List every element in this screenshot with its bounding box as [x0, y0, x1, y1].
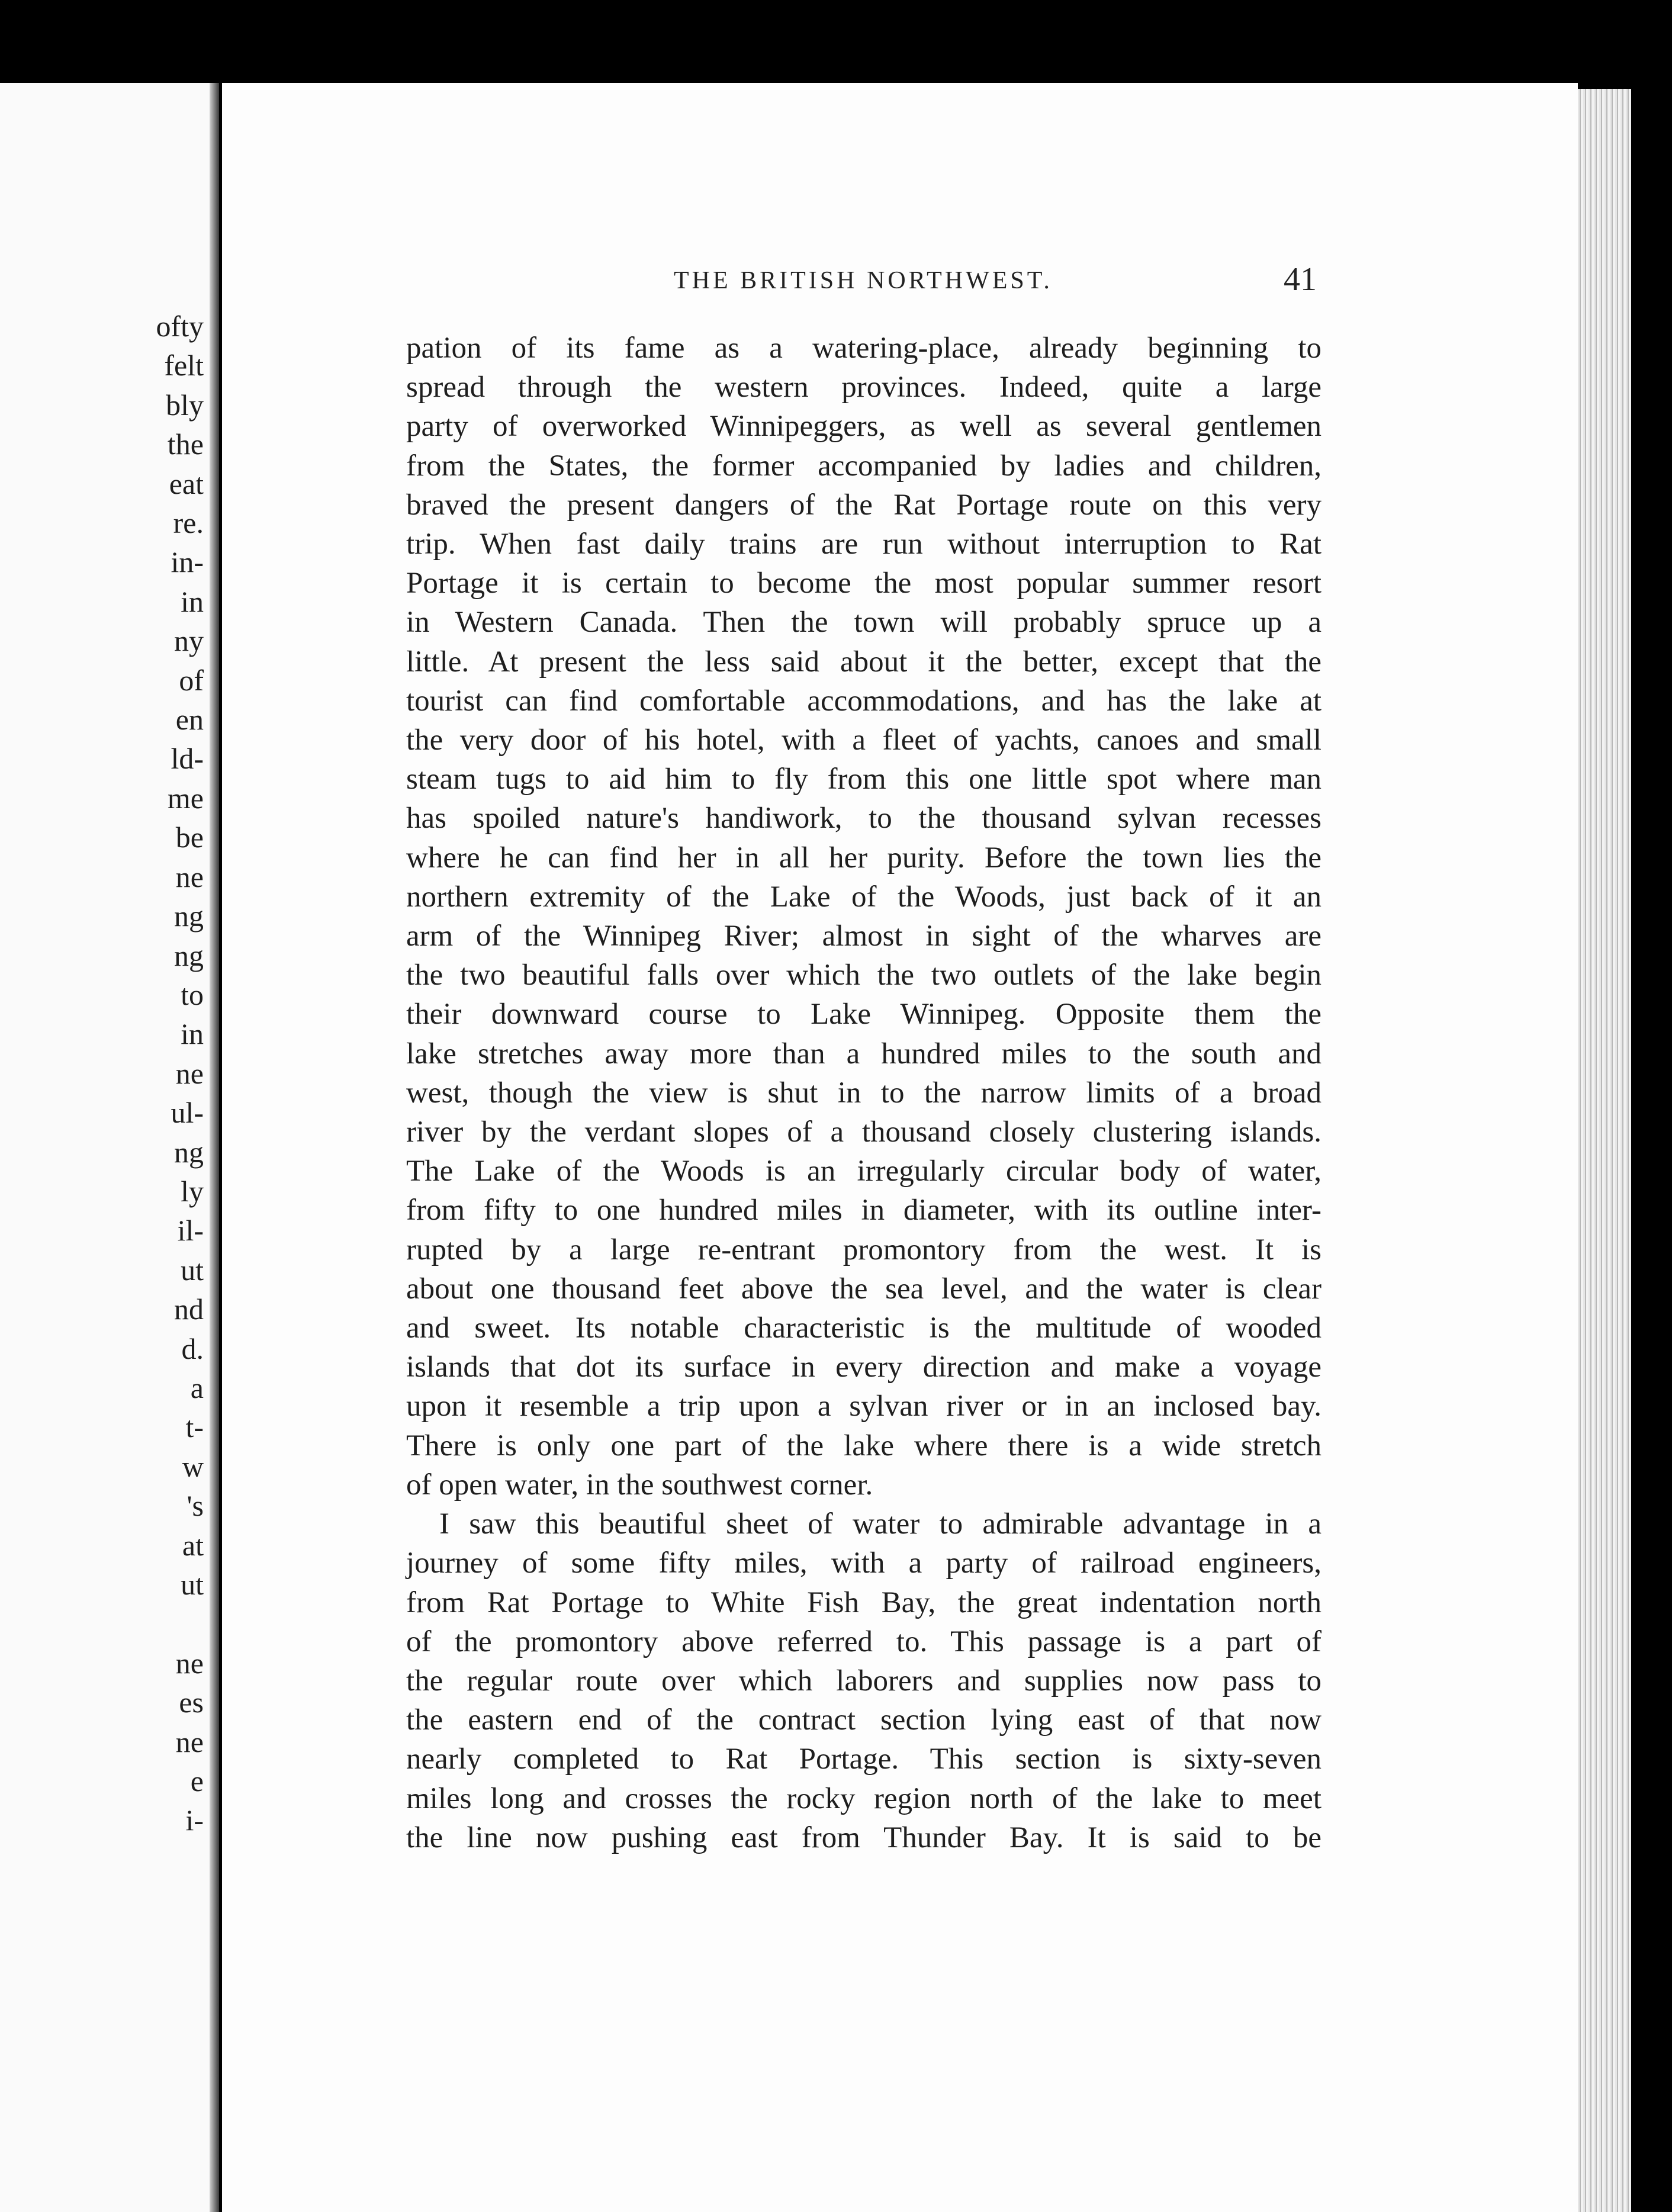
facing-page-fragment: the: [167, 427, 204, 461]
running-head: THE BRITISH NORTHWEST.: [674, 267, 1053, 294]
facing-page-fragment: ut: [181, 1253, 204, 1287]
body-text: [406, 329, 1321, 1857]
facing-page-fragment: t-: [185, 1410, 204, 1444]
facing-page-text-fragments: [156, 307, 204, 1840]
text-line: west, though the view is shut in to the narrow limits of a broad: [406, 1076, 1321, 1110]
text-line: braved the present dangers of the Rat Portage route on this very: [406, 488, 1321, 522]
paragraph-2: [406, 1504, 1321, 1857]
facing-page-fragment: ng: [174, 938, 204, 972]
book-gutter: [210, 83, 219, 2212]
facing-page-fragment: w: [182, 1449, 204, 1483]
facing-page-fragment: i-: [185, 1803, 204, 1837]
text-line: about one thousand feet above the sea level, and the water is clear: [406, 1272, 1321, 1306]
paragraph-1: [406, 329, 1321, 1504]
facing-page-fragment: re.: [173, 506, 204, 540]
text-line: from Rat Portage to White Fish Bay, the great indentation north: [406, 1586, 1321, 1619]
text-line: the two beautiful falls over which the two outlets of the lake begin: [406, 959, 1321, 992]
facing-page-fragment: in-: [171, 545, 204, 579]
facing-page-fragment: in: [181, 1017, 204, 1051]
facing-page-fragment: be: [175, 821, 204, 854]
text-line: upon it resemble a trip upon a sylvan river or in an inclosed bay.: [406, 1390, 1321, 1423]
text-line: of open water, in the southwest corner.: [406, 1468, 873, 1502]
text-line: northern extremity of the Lake of the Woods, just back of it an: [406, 880, 1321, 914]
text-line: steam tugs to aid him to fly from this one little spot where man: [406, 763, 1321, 796]
facing-page-fragment: ut: [181, 1568, 204, 1601]
text-line: in Western Canada. Then the town will probably spruce up a: [406, 606, 1321, 639]
facing-page-fragment: bly: [166, 388, 204, 422]
facing-page-fragment: ne: [175, 1725, 204, 1758]
facing-page-fragment: eat: [169, 467, 204, 500]
text-line: from fifty to one hundred miles in diameter, with its outline inter-: [406, 1194, 1321, 1227]
facing-page-fragment: e: [190, 1764, 204, 1798]
text-line: The Lake of the Woods is an irregularly circular body of water,: [406, 1155, 1321, 1188]
facing-page-fragment: es: [179, 1686, 204, 1719]
text-line: journey of some fifty miles, with a party of railroad engineers,: [406, 1547, 1321, 1580]
facing-page-fragment: in: [181, 584, 204, 618]
text-line: lake stretches away more than a hundred miles to the south and: [406, 1037, 1321, 1070]
text-line: tourist can find comfortable accommodations, and has the lake at: [406, 684, 1321, 718]
text-line: river by the verdant slopes of a thousand closely clustering islands.: [406, 1115, 1321, 1149]
facing-page-fragment: ny: [174, 624, 204, 658]
facing-page: [0, 83, 219, 2212]
page-edges: [1578, 89, 1631, 2212]
facing-page-fragment: [156, 1604, 204, 1643]
facing-page-fragment: ne: [175, 1646, 204, 1680]
facing-page-fragment: ne: [175, 1056, 204, 1090]
text-line: arm of the Winnipeg River; almost in sight of the wharves are: [406, 919, 1321, 953]
text-line: the very door of his hotel, with a fleet of yachts, canoes and small: [406, 724, 1321, 757]
text-line: little. At present the less said about it the better, except that the: [406, 645, 1321, 679]
text-line: from the States, the former accompanied by ladies and children,: [406, 449, 1321, 483]
text-line: nearly completed to Rat Portage. This section is sixty-seven: [406, 1742, 1321, 1776]
text-line: of the promontory above referred to. This passage is a part of: [406, 1625, 1321, 1658]
facing-page-fragment: d.: [181, 1332, 204, 1365]
facing-page-fragment: of: [179, 663, 204, 697]
facing-page-fragment: at: [182, 1528, 204, 1562]
text-line: Portage it is certain to become the most popular summer resort: [406, 567, 1321, 600]
text-line: There is only one part of the lake where there is a wide stretch: [406, 1429, 1321, 1462]
text-line: pation of its fame as a watering-place, already beginning to: [406, 332, 1321, 365]
text-line: has spoiled nature's handiwork, to the thousand sylvan recesses: [406, 802, 1321, 835]
text-line: the eastern end of the contract section lying east of that now: [406, 1703, 1321, 1737]
text-line: miles long and crosses the rocky region north of the lake to meet: [406, 1782, 1321, 1815]
facing-page-fragment: ld-: [171, 742, 204, 776]
facing-page-fragment: nd: [174, 1293, 204, 1326]
facing-page-fragment: il-: [177, 1214, 204, 1248]
text-line: the regular route over which laborers and supplies now pass to: [406, 1664, 1321, 1697]
text-line: and sweet. Its notable characteristic is the multitude of wooded: [406, 1311, 1321, 1345]
facing-page-fragment: ul-: [171, 1096, 204, 1130]
facing-page-fragment: ng: [174, 1135, 204, 1169]
text-line: the line now pushing east from Thunder Bay. It is said to be: [406, 1821, 1321, 1854]
text-line: party of overworked Winnipeggers, as well as several gentlemen: [406, 410, 1321, 443]
text-line: spread through the western provinces. Indeed, quite a large: [406, 371, 1321, 404]
facing-page-fragment: ofty: [156, 310, 204, 343]
facing-page-fragment: 's: [187, 1489, 204, 1523]
text-line: islands that dot its surface in every direction and make a voyage: [406, 1351, 1321, 1384]
facing-page-fragment: ne: [175, 860, 204, 893]
text-line: rupted by a large re-entrant promontory from the west. It is: [406, 1233, 1321, 1266]
facing-page-fragment: ng: [174, 899, 204, 933]
text-line: where he can find her in all her purity. Before the town lies the: [406, 841, 1321, 874]
text-line: their downward course to Lake Winnipeg. Opposite them the: [406, 998, 1321, 1031]
facing-page-fragment: a: [190, 1371, 204, 1404]
facing-page-fragment: me: [167, 781, 204, 815]
facing-page-fragment: ly: [181, 1174, 204, 1208]
text-line: trip. When fast daily trains are run without interruption to Rat: [406, 528, 1321, 561]
facing-page-fragment: felt: [164, 349, 204, 382]
page-number: 41: [1284, 261, 1317, 298]
facing-page-fragment: to: [181, 978, 204, 1011]
facing-page-fragment: en: [175, 703, 204, 737]
text-line: I saw this beautiful sheet of water to admirable advantage in a: [439, 1507, 1321, 1541]
